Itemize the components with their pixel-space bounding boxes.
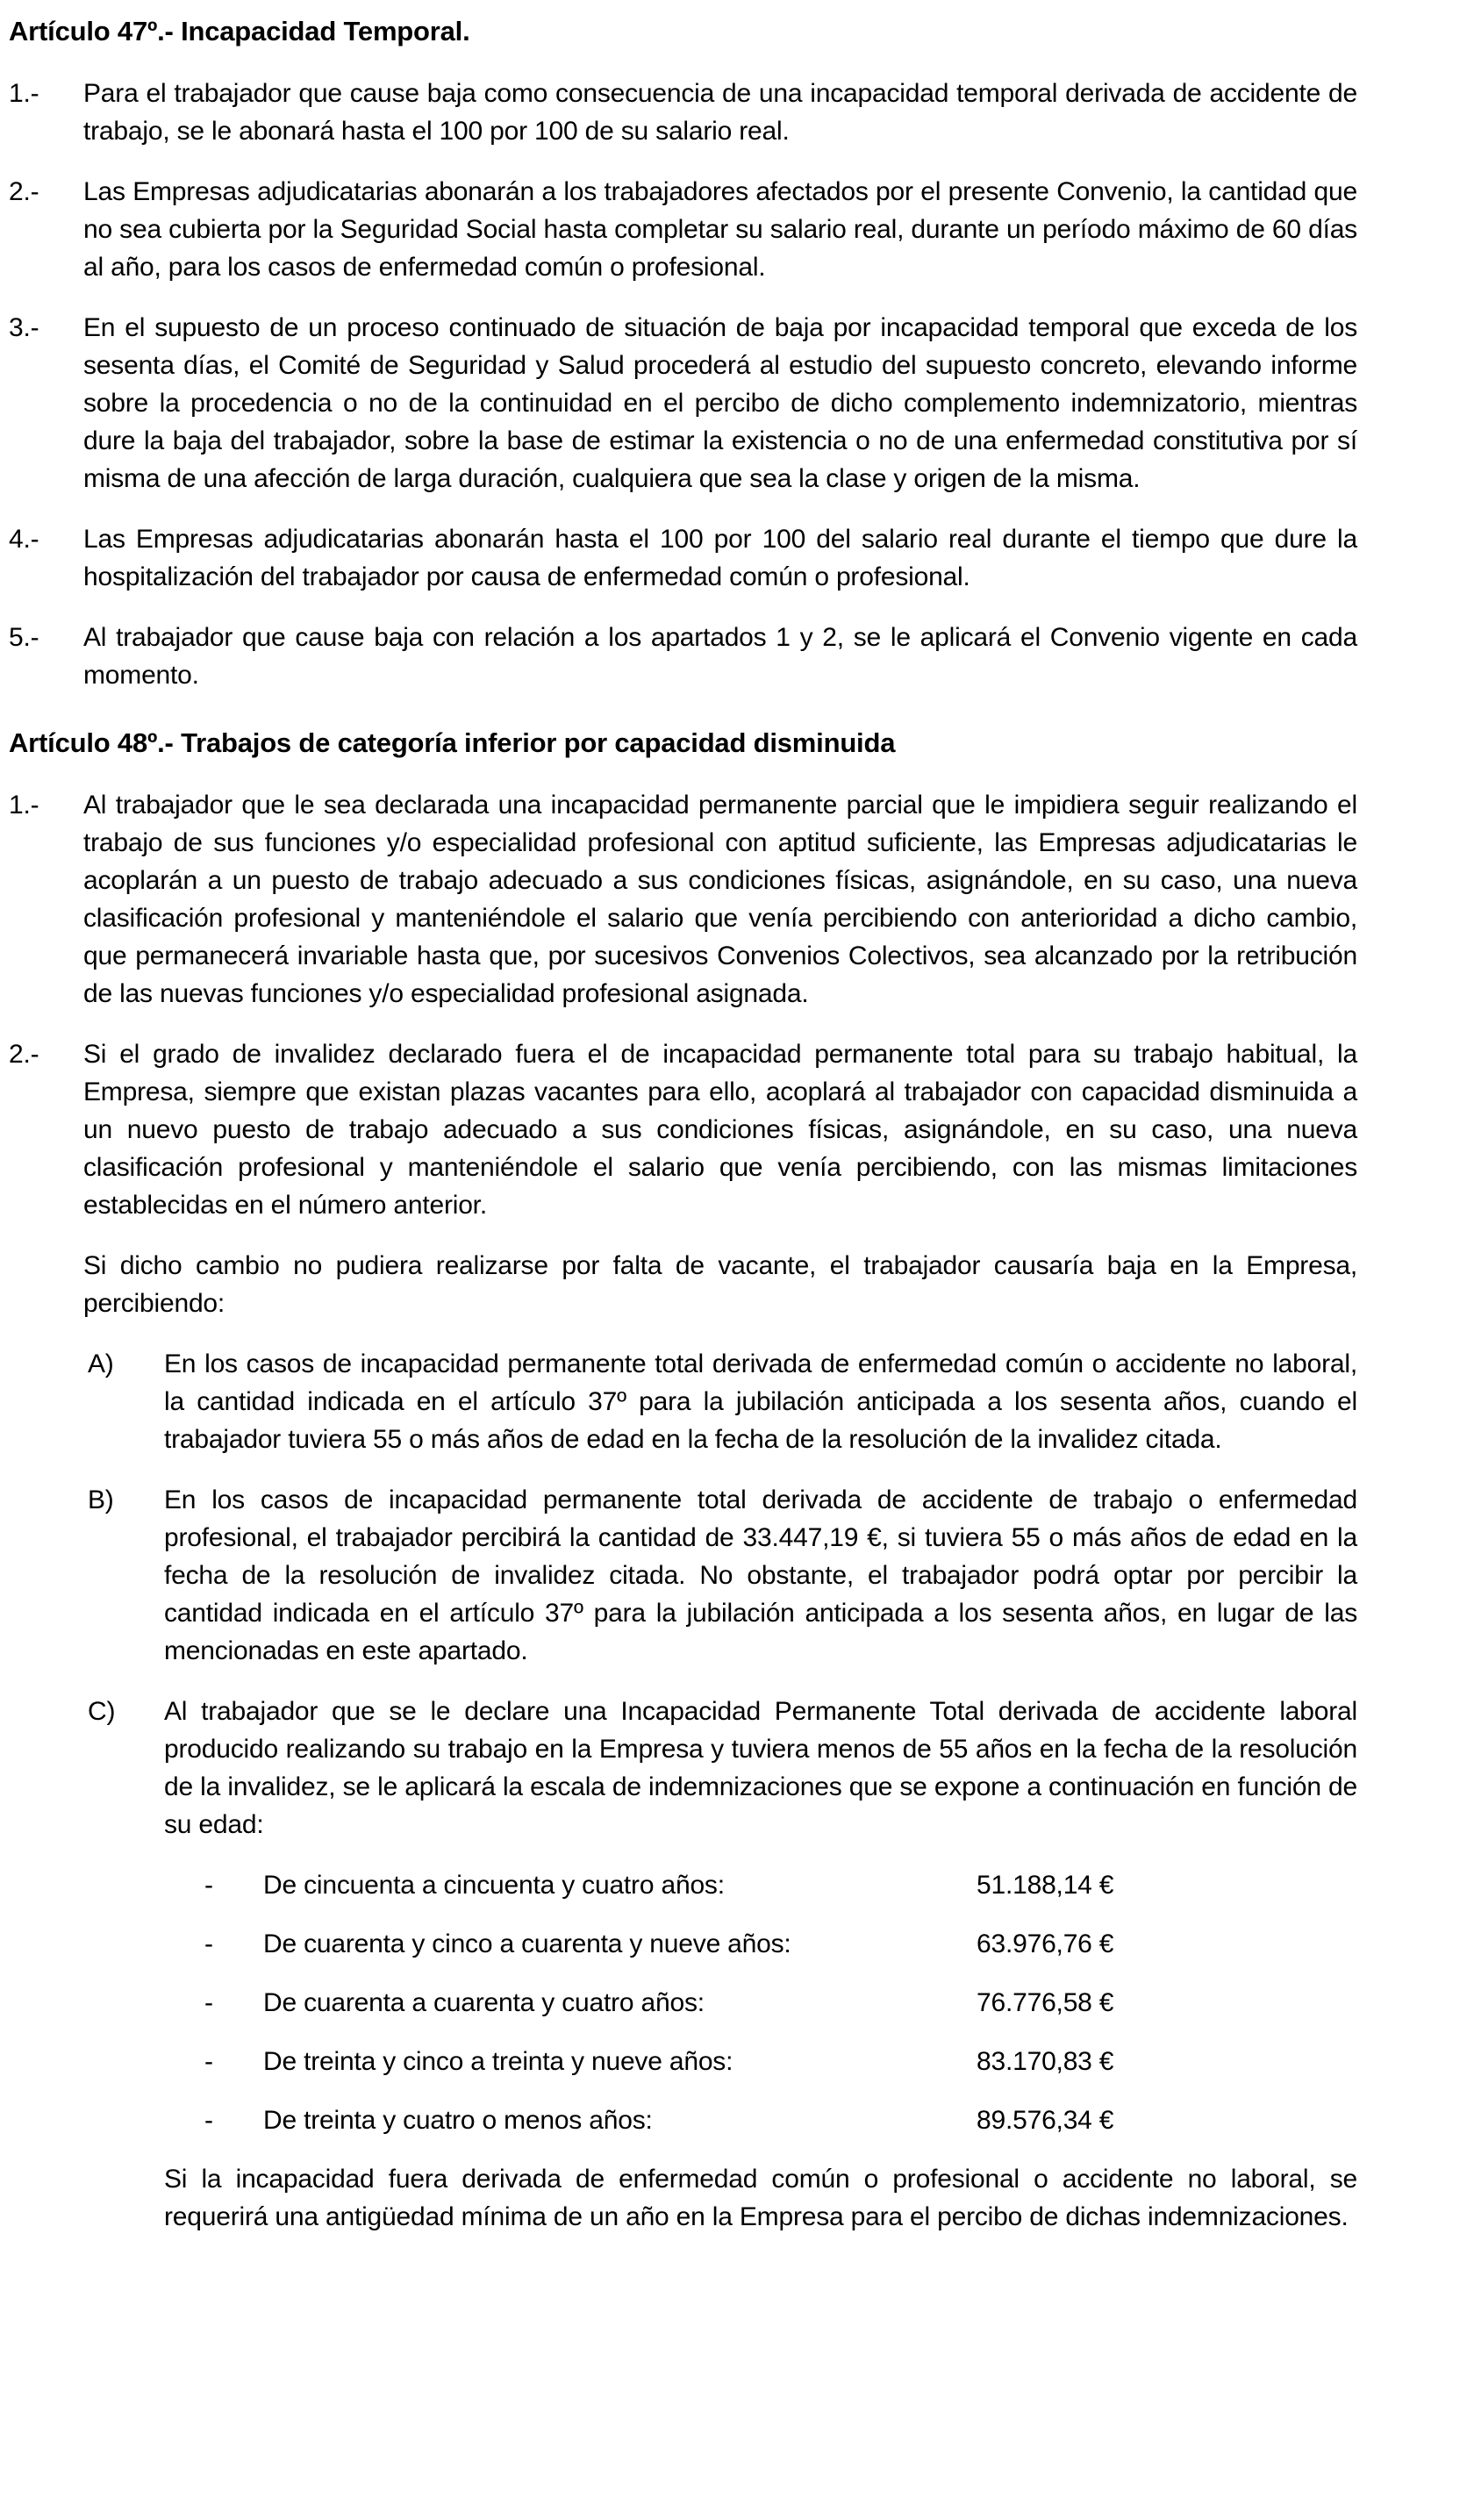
item-number: 2.- xyxy=(9,177,39,206)
subitem-text: En los casos de incapacidad permanente total derivada de accidente de trabajo o enfermedad profesional, el trabajador percibirá la cantidad de 33.447,19 €, si tuviera 55 o más años de edad en la fecha de la resolución de invalidez citada. No obstante, el trabajador podrá optar por percibir la cantidad indicada en el artículo 37º para la jubilación anticipada a los sesenta años, en lugar de las mencionadas en este apartado. xyxy=(164,1486,1357,1665)
dash-bullet: - xyxy=(204,1871,213,1900)
article-48-item-2-continuation: Si dicho cambio no pudiera realizarse por falta de vacante, el trabajador causaría baja en la Empresa, percibiendo: xyxy=(83,1251,1357,1318)
item-text: Si el grado de invalidez declarado fuera el de incapacidad permanente total para su trabajo habitual, la Empresa, siempre que existan plazas vacantes para ello, acoplará al trabajador con capacidad disminuida a un nuevo puesto de trabajo adecuado a sus condiciones físicas, asignándole, en su caso, una nueva clasificación profesional y manteniéndole el salario que venía percibiendo, con las mismas limitaciones establecidas en el número anterior. xyxy=(83,1040,1357,1220)
dash-bullet: - xyxy=(204,2106,213,2135)
article-47-item-2 xyxy=(9,173,1357,286)
dash-bullet: - xyxy=(204,1929,213,1958)
age-range-label: De treinta y cinco a treinta y nueve años: xyxy=(263,2047,733,2076)
item-number: 4.- xyxy=(9,525,39,554)
item-text: Las Empresas adjudicatarias abonarán hasta el 100 por 100 del salario real durante el tiempo que dure la hospitalización del trabajador por causa de enfermedad común o profesional. xyxy=(83,525,1357,591)
article-48-item-1 xyxy=(9,786,1357,1013)
item-text: Para el trabajador que cause baja como consecuencia de una incapacidad temporal derivada de accidente de trabajo, se le abonará hasta el 100 por 100 de su salario real. xyxy=(83,79,1357,146)
indemnity-row-34-or-less xyxy=(204,2101,1357,2139)
article-47-item-5 xyxy=(9,619,1357,694)
item-number: 2.- xyxy=(9,1040,39,1069)
dash-bullet: - xyxy=(204,2047,213,2076)
age-range-label: De treinta y cuatro o menos años: xyxy=(263,2106,653,2135)
age-range-label: De cincuenta a cincuenta y cuatro años: xyxy=(263,1871,725,1900)
amount-value: 51.188,14 € xyxy=(977,1871,1114,1900)
dash-bullet: - xyxy=(204,1988,213,2017)
item-number: 5.- xyxy=(9,623,39,652)
subitem-label: B) xyxy=(88,1486,114,1514)
amount-value: 89.576,34 € xyxy=(977,2106,1114,2135)
item-text: En el supuesto de un proceso continuado de situación de baja por incapacidad temporal que exceda de los sesenta días, el Comité de Seguridad y Salud procederá al estudio del supuesto concreto, elevando informe sobre la procedencia o no de la continuidad en el percibo de dicho complemento indemnizatorio, mientras dure la baja del trabajador, sobre la base de estimar la existencia o no de una enfermedad constitutiva por sí misma de una afección de larga duración, cualquiera que sea la clase y origen de la misma. xyxy=(83,313,1357,493)
item-text: Al trabajador que le sea declarada una incapacidad permanente parcial que le impidiera seguir realizando el trabajo de sus funciones y/o especialidad profesional con aptitud suficiente, las Empresas adjudicatarias le acoplarán a un puesto de trabajo adecuado a sus condiciones físicas, asignándole, en su caso, una nueva clasificación profesional y manteniéndole el salario que venía percibiendo con anterioridad a dicho cambio, que permanecerá invariable hasta que, por sucesivos Convenios Colectivos, sea alcanzado por la retribución de las nuevas funciones y/o especialidad profesional asignada. xyxy=(83,791,1357,1008)
article-47-heading: Artículo 47º.- Incapacidad Temporal. xyxy=(9,16,470,47)
indemnity-scale xyxy=(9,1866,1357,2139)
subitem-label: C) xyxy=(88,1697,116,1726)
indemnity-row-50-54 xyxy=(204,1866,1357,1904)
subitem-a xyxy=(88,1345,1357,1458)
subitem-b xyxy=(88,1481,1357,1670)
seniority-requirement-note: Si la incapacidad fuera derivada de enfermedad común o profesional o accidente no laboral, se requerirá una antigüedad mínima de un año en la Empresa para el percibo de dichas indemnizaciones. xyxy=(164,2165,1357,2231)
age-range-label: De cuarenta y cinco a cuarenta y nueve años: xyxy=(263,1929,791,1958)
item-number: 1.- xyxy=(9,791,39,820)
indemnity-row-45-49 xyxy=(204,1925,1357,1963)
amount-value: 83.170,83 € xyxy=(977,2047,1114,2076)
indemnity-row-35-39 xyxy=(204,2043,1357,2080)
item-number: 1.- xyxy=(9,79,39,108)
subitem-c xyxy=(88,1693,1357,1843)
item-text: Las Empresas adjudicatarias abonarán a los trabajadores afectados por el presente Convenio, la cantidad que no sea cubierta por la Seguridad Social hasta completar su salario real, durante un período máximo de 60 días al año, para los casos de enfermedad común o profesional. xyxy=(83,177,1357,282)
article-47-item-4 xyxy=(9,520,1357,596)
age-range-label: De cuarenta a cuarenta y cuatro años: xyxy=(263,1988,705,2017)
article-47-item-3 xyxy=(9,309,1357,498)
indemnity-row-40-44 xyxy=(204,1984,1357,2022)
subitem-label: A) xyxy=(88,1349,114,1378)
item-number: 3.- xyxy=(9,313,39,342)
subitem-text: En los casos de incapacidad permanente total derivada de enfermedad común o accidente no laboral, la cantidad indicada en el artículo 37º para la jubilación anticipada a los sesenta años, cuando el trabajador tuviera 55 o más años de edad en la fecha de la resolución de la invalidez citada. xyxy=(164,1349,1357,1454)
article-48-heading: Artículo 48º.- Trabajos de categoría inferior por capacidad disminuida xyxy=(9,727,896,758)
subitem-text: Al trabajador que se le declare una Incapacidad Permanente Total derivada de accidente laboral producido realizando su trabajo en la Empresa y tuviera menos de 55 años en la fecha de la resolución de la invalidez, se le aplicará la escala de indemnizaciones que se expone a continuación en función de su edad: xyxy=(164,1697,1357,1839)
amount-value: 63.976,76 € xyxy=(977,1929,1114,1958)
item-text: Al trabajador que cause baja con relación a los apartados 1 y 2, se le aplicará el Convenio vigente en cada momento. xyxy=(83,623,1357,690)
article-47-item-1 xyxy=(9,75,1357,150)
amount-value: 76.776,58 € xyxy=(977,1988,1114,2017)
article-48-item-2 xyxy=(9,1035,1357,1224)
